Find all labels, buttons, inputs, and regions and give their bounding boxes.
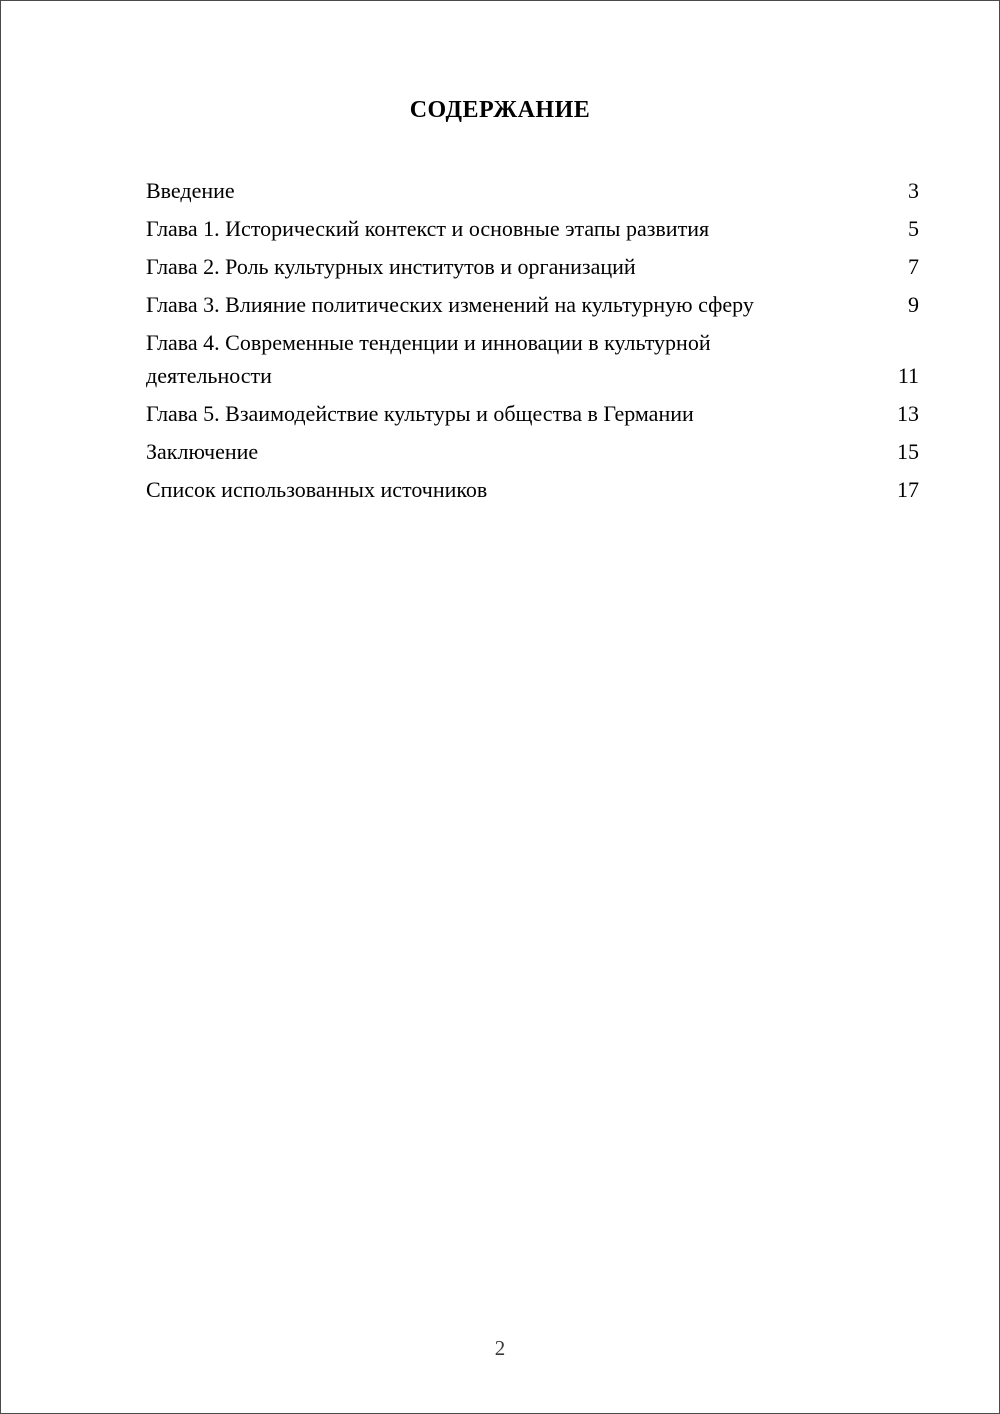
- toc-entry-label: Глава 1. Исторический контекст и основные этапы развития: [146, 216, 710, 241]
- toc-entry: [146, 174, 919, 207]
- toc-entry-page: 9: [908, 292, 919, 317]
- toc-entry: [146, 435, 919, 468]
- toc-entry-page: 11: [897, 363, 919, 388]
- toc-entry-page: 3: [908, 178, 919, 203]
- toc-entry-label: Глава 4. Современные тенденции и инновации в культурной деятельности: [146, 330, 711, 388]
- footer-page-number: 2: [494, 1336, 506, 1360]
- toc-entry-page: 7: [908, 254, 919, 279]
- toc-entry: [146, 250, 919, 283]
- toc-entry-label: Введение: [146, 178, 235, 203]
- toc-entry-label: Список использованных источников: [146, 477, 488, 502]
- toc-entry-page: 17: [897, 477, 919, 502]
- toc-entry-page: 5: [908, 216, 919, 241]
- toc-entry: [146, 212, 919, 245]
- table-of-contents: [1, 174, 999, 506]
- toc-entry-label: Глава 2. Роль культурных институтов и организаций: [146, 254, 636, 279]
- toc-entry: [146, 473, 919, 506]
- toc-entry-label: Заключение: [146, 439, 259, 464]
- page-title: СОДЕРЖАНИЕ: [409, 97, 591, 123]
- toc-entry: [146, 397, 919, 430]
- toc-entry: [146, 288, 919, 321]
- toc-entry-page: 13: [897, 401, 919, 426]
- toc-entry-label: Глава 3. Влияние политических изменений на культурную сферу: [146, 292, 754, 317]
- toc-entry-page: 15: [897, 439, 919, 464]
- toc-entry-label: Глава 5. Взаимодействие культуры и общества в Германии: [146, 401, 694, 426]
- toc-entry: [146, 326, 919, 392]
